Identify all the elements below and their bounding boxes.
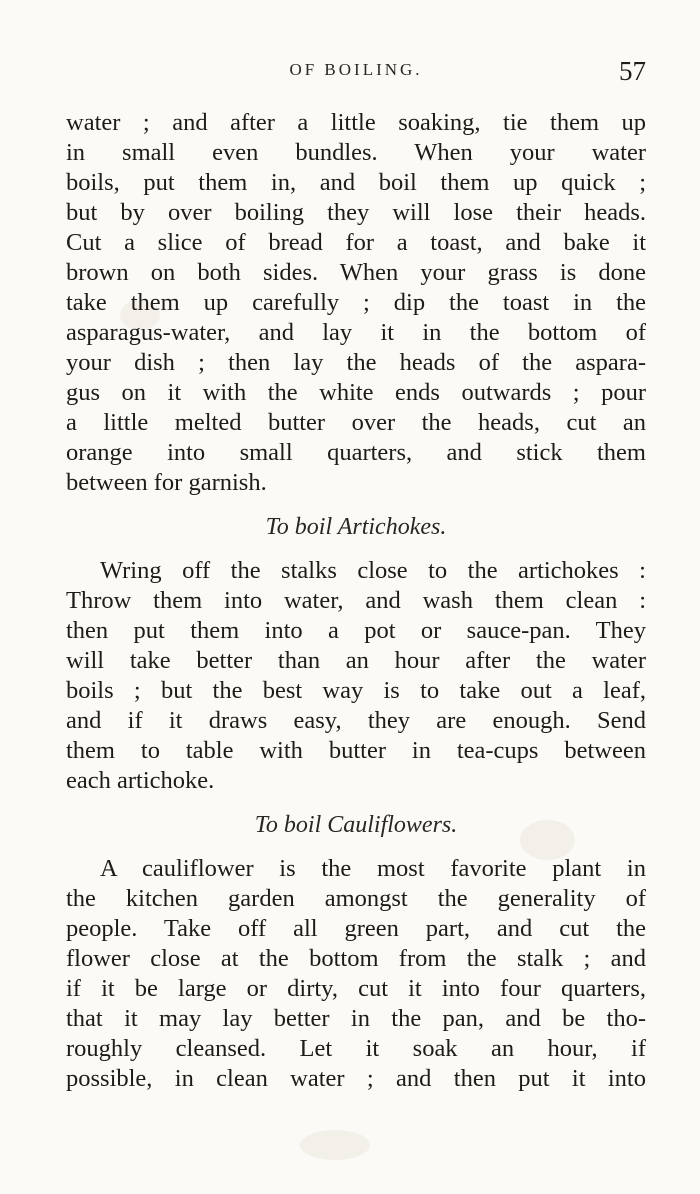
text-line: boils, put them in, and boil them up quick ; bbox=[66, 169, 646, 196]
text-line: boils ; but the best way is to take out a leaf, bbox=[66, 677, 646, 704]
text-line: brown on both sides. When your grass is done bbox=[66, 259, 646, 286]
text-line: A cauliflower is the most favorite plant in bbox=[100, 855, 646, 882]
text-line: possible, in clean water ; and then put it into bbox=[66, 1065, 646, 1092]
section-heading-cauliflowers: To boil Cauliflowers. bbox=[254, 812, 458, 838]
text-line: Cut a slice of bread for a toast, and bake it bbox=[66, 229, 646, 256]
running-head bbox=[66, 56, 646, 92]
text-line: and if it draws easy, they are enough. Send bbox=[66, 707, 646, 734]
text-line: if it be large or dirty, cut it into four quarters, bbox=[66, 975, 646, 1002]
text-line: Wring off the stalks close to the artichokes : bbox=[100, 557, 646, 584]
text-line: orange into small quarters, and stick them bbox=[66, 439, 646, 466]
page-body bbox=[66, 108, 646, 1094]
text-line: then put them into a pot or sauce-pan. They bbox=[66, 617, 646, 644]
paragraph-asparagus-continued bbox=[66, 108, 646, 498]
paragraph-cauliflowers bbox=[66, 854, 646, 1094]
text-line: roughly cleansed. Let it soak an hour, if bbox=[66, 1035, 646, 1062]
text-line: asparagus-water, and lay it in the bottom of bbox=[66, 319, 646, 346]
running-title: OF BOILING. bbox=[289, 60, 423, 79]
text-line: but by over boiling they will lose their heads. bbox=[66, 199, 646, 226]
text-line: people. Take off all green part, and cut the bbox=[66, 915, 646, 942]
text-line: water ; and after a little soaking, tie them up bbox=[66, 109, 646, 136]
text-line: each artichoke. bbox=[66, 767, 215, 794]
text-line: the kitchen garden amongst the generality of bbox=[66, 885, 646, 912]
paragraph-artichokes bbox=[66, 556, 646, 796]
page-number: 57 bbox=[619, 56, 646, 86]
text-line: them to table with butter in tea-cups between bbox=[66, 737, 646, 764]
text-line: your dish ; then lay the heads of the aspara- bbox=[66, 349, 646, 376]
text-line: flower close at the bottom from the stalk ; and bbox=[66, 945, 646, 972]
section-heading-artichokes: To boil Artichokes. bbox=[265, 514, 447, 540]
text-line: a little melted butter over the heads, cut an bbox=[66, 409, 646, 436]
text-line: will take better than an hour after the water bbox=[66, 647, 646, 674]
text-line: take them up carefully ; dip the toast in the bbox=[66, 289, 646, 316]
text-line: in small even bundles. When your water bbox=[66, 139, 646, 166]
paper-stain bbox=[300, 1130, 370, 1160]
text-line: that it may lay better in the pan, and be tho- bbox=[66, 1005, 646, 1032]
text-line: gus on it with the white ends outwards ; pour bbox=[66, 379, 646, 406]
text-line: between for garnish. bbox=[66, 469, 267, 496]
text-line: Throw them into water, and wash them clean : bbox=[66, 587, 646, 614]
